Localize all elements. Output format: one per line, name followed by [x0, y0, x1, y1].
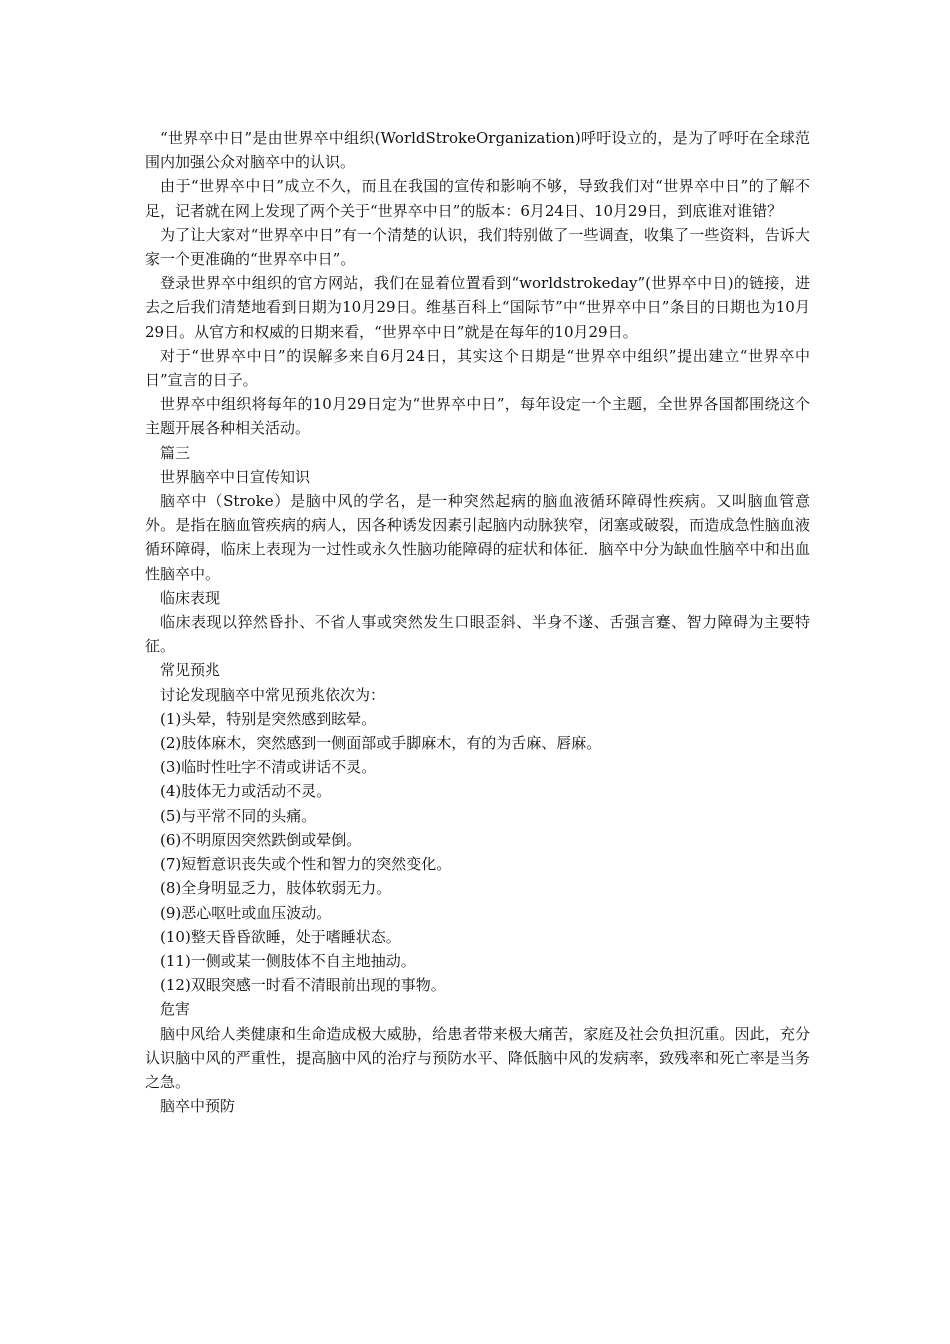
list-item: (8)全身明显乏力，肢体软弱无力。 [160, 879, 392, 898]
list-item: (6)不明原因突然跌倒或晕倒。 [160, 830, 362, 849]
paragraph-june-misunderstanding: 对于“世界卒中日”的误解多来自6月24日，其实这个日期是“世界卒中组织”提出建立“世界卒中日”宣言的日子。 [145, 346, 810, 390]
list-item: (11)一侧或某一侧肢体不自主地抽动。 [160, 951, 416, 970]
list-item: (7)短暂意识丧失或个性和智力的突然变化。 [160, 855, 452, 874]
paragraph-stroke-definition: 脑卒中（Stroke）是脑中风的学名，是一种突然起病的脑血液循环障碍性疾病。又叫脑血管意外。是指在脑血管疾病的病人，因各种诱发因素引起脑内动脉狭窄，闭塞或破裂，而造成急性脑血液循环障碍，临床上表现为一过性或永久性脑功能障碍的症状和体征．脑卒中分为缺血性脑卒中和出血性脑卒中。 [145, 492, 810, 583]
list-item: (1)头晕，特别是突然感到眩晕。 [160, 709, 377, 728]
section-heading-warning-signs: 常见预兆 [160, 661, 221, 680]
list-item: (12)双眼突感一时看不清眼前出现的事物。 [160, 976, 446, 995]
paragraph-annual-theme: 世界卒中组织将每年的10月29日定为“世界卒中日”，每年设定一个主题，全世界各国都围绕这个主题开展各种相关活动。 [145, 395, 810, 438]
section-heading-knowledge: 世界脑卒中日宣传知识 [160, 467, 311, 486]
section-heading-part-three: 篇三 [160, 443, 191, 462]
document-body [145, 126, 810, 1118]
paragraph-research: 为了让大家对“世界卒中日”有一个清楚的认识，我们特别做了一些调查，收集了一些资料，告诉大家一个更准确的“世界卒中日”。 [145, 225, 810, 269]
list-item: (3)临时性吐字不清或讲话不灵。 [160, 758, 377, 777]
paragraph-harm: 脑中风给人类健康和生命造成极大威胁，给患者带来极大痛苦，家庭及社会负担沉重。因此，充分认识脑中风的严重性，提高脑中风的治疗与预防水平、降低脑中风的发病率，致残率和死亡率是当务之急。 [145, 1024, 810, 1091]
paragraph-clinical: 临床表现以猝然昏扑、不省人事或突然发生口眼歪斜、半身不遂、舌强言蹇、智力障碍为主要特征。 [145, 613, 810, 656]
section-heading-harm: 危害 [160, 1000, 191, 1019]
paragraph-official-site: 登录世界卒中组织的官方网站，我们在显着位置看到“worldstrokeday”(世界卒中日)的链接，进去之后我们清楚地看到日期为10月29日。维基百科上“国际节”中“世界卒中日”条目的日期也为10月29日。从官方和权威的日期来看，“世界卒中日”就是在每年的10月29日。 [145, 274, 810, 341]
section-heading-prevention: 脑卒中预防 [160, 1097, 236, 1116]
paragraph-date-confusion: 由于“世界卒中日”成立不久，而且在我国的宣传和影响不够，导致我们对“世界卒中日”的了解不足，记者就在网上发现了两个关于“世界卒中日”的版本：6月24日、10月29日，到底谁对谁错？ [145, 177, 810, 220]
paragraph-intro: “世界卒中日”是由世界卒中组织(WorldStrokeOrganization)呼吁设立的，是为了呼吁在全球范围内加强公众对脑卒中的认识。 [145, 129, 810, 172]
list-item: (4)肢体无力或活动不灵。 [160, 782, 332, 801]
section-heading-clinical: 临床表现 [160, 588, 221, 607]
list-item: (2)肢体麻木，突然感到一侧面部或手脚麻木，有的为舌麻、唇麻。 [160, 734, 602, 753]
list-item: (9)恶心呕吐或血压波动。 [160, 903, 332, 922]
list-item: (5)与平常不同的头痛。 [160, 806, 317, 825]
paragraph-warning-intro: 讨论发现脑卒中常见预兆依次为： [160, 685, 386, 704]
list-item: (10)整天昏昏欲睡，处于嗜睡状态。 [160, 927, 401, 946]
